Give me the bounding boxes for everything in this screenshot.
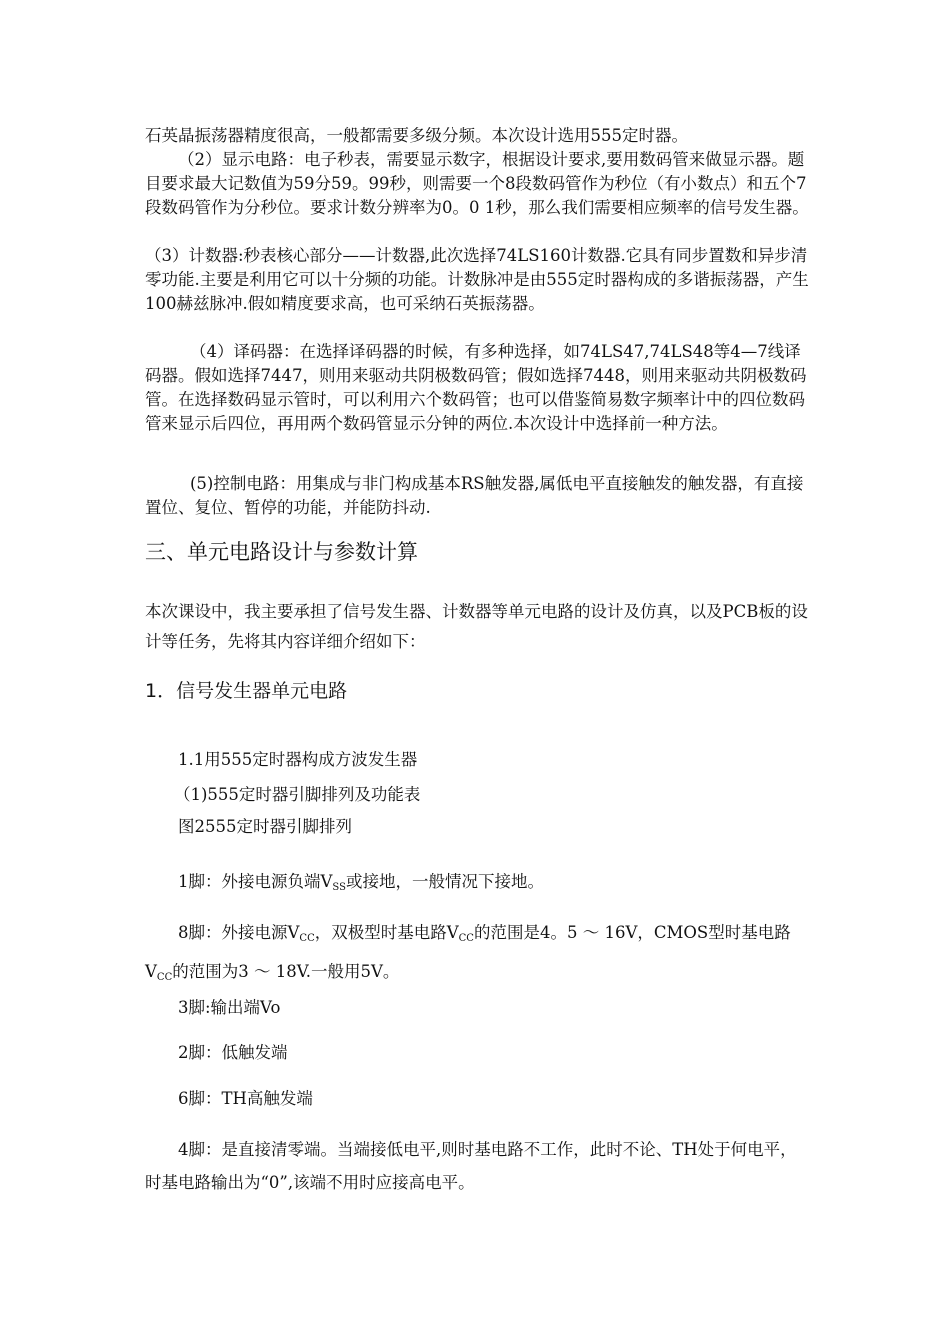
figure-caption: 图2555定时器引脚排列: [178, 817, 352, 836]
pin-1-description: [178, 870, 544, 900]
pin-8-description: [145, 916, 810, 994]
section-3-heading: 三、单元电路设计与参数计算: [145, 540, 418, 564]
item-1: （1)555定时器引脚排列及功能表: [174, 785, 421, 804]
pin-8-text-c: 的范围是4。5 ～ 16V，CMOS型时基电路V: [145, 923, 791, 981]
pin-8-text-a: 8脚：外接电源V: [178, 923, 300, 942]
pin-2-description: 2脚：低触发端: [178, 1043, 288, 1062]
pin-6-description: 6脚：TH高触发端: [178, 1089, 313, 1108]
paragraph-decoder: （4）译码器：在选择译码器的时候，有多种选择，如74LS47,74LS48等4—7线译码器。假如选择7447，则用来驱动共阴极数码管；假如选择7448，则用来驱动共阴极数码管。在选择数码显示管时，可以利用六个数码管；也可以借鉴简易数字频率计中的四位数码管来显示后四位，再用两个数码管显示分钟的两位.本次设计中选择前一种方法。: [145, 342, 807, 433]
section-3-intro: 本次课设中，我主要承担了信号发生器、计数器等单元电路的设计及仿真，以及PCB板的设计等任务，先将其内容详细介绍如下：: [145, 602, 808, 651]
pin-8-subscript-2: CC: [458, 933, 474, 944]
subsection-1-heading: 1．信号发生器单元电路: [145, 680, 348, 702]
pin-4-description: 4脚：是直接清零端。当端接低电平,则时基电路不工作，此时不论、TH处于何电平，时基电路输出为“0”,该端不用时应接高电平。: [145, 1140, 797, 1192]
paragraph-display-circuit: （2）显示电路：电子秒表，需要显示数字，根据设计要求,要用数码管来做显示器。题目要求最大记数值为59分59。99秒，则需要一个8段数码管作为秒位（有小数点）和五个7段数码管作为分秒位。要求计数分辨率为0。0 1秒，那么我们需要相应频率的信号发生器。: [145, 150, 809, 217]
pin-1-subscript: SS: [332, 882, 346, 893]
pin-1-text-end: 或接地，一般情况下接地。: [345, 872, 544, 891]
pin-8-text-d: 的范围为3 ～ 18V.一般用5V。: [172, 962, 400, 981]
pin-8-text-b: ，双极型时基电路V: [314, 923, 459, 942]
item-1-1: 1.1用555定时器构成方波发生器: [178, 750, 418, 769]
pin-8-subscript-1: CC: [299, 933, 315, 944]
paragraph-crystal-oscillator: 石英晶振荡器精度很高，一般都需要多级分频。本次设计选用555定时器。: [145, 126, 688, 145]
pin-8-subscript-3: CC: [156, 972, 173, 983]
paragraph-control-circuit: (5)控制电路：用集成与非门构成基本RS触发器,属低电平直接触发的触发器，有直接置位、复位、暂停的功能，并能防抖动.: [145, 474, 804, 517]
paragraph-counter: （3）计数器:秒表核心部分——计数器,此次选择74LS160计数器.它具有同步置数和异步清零功能.主要是利用它可以十分频的功能。计数脉冲是由555定时器构成的多谐振荡器，产生100赫兹脉冲.假如精度要求高，也可采纳石英振荡器。: [145, 246, 809, 313]
pin-1-text: 1脚：外接电源负端V: [178, 872, 333, 891]
pin-3-description: 3脚:输出端Vo: [178, 998, 281, 1017]
